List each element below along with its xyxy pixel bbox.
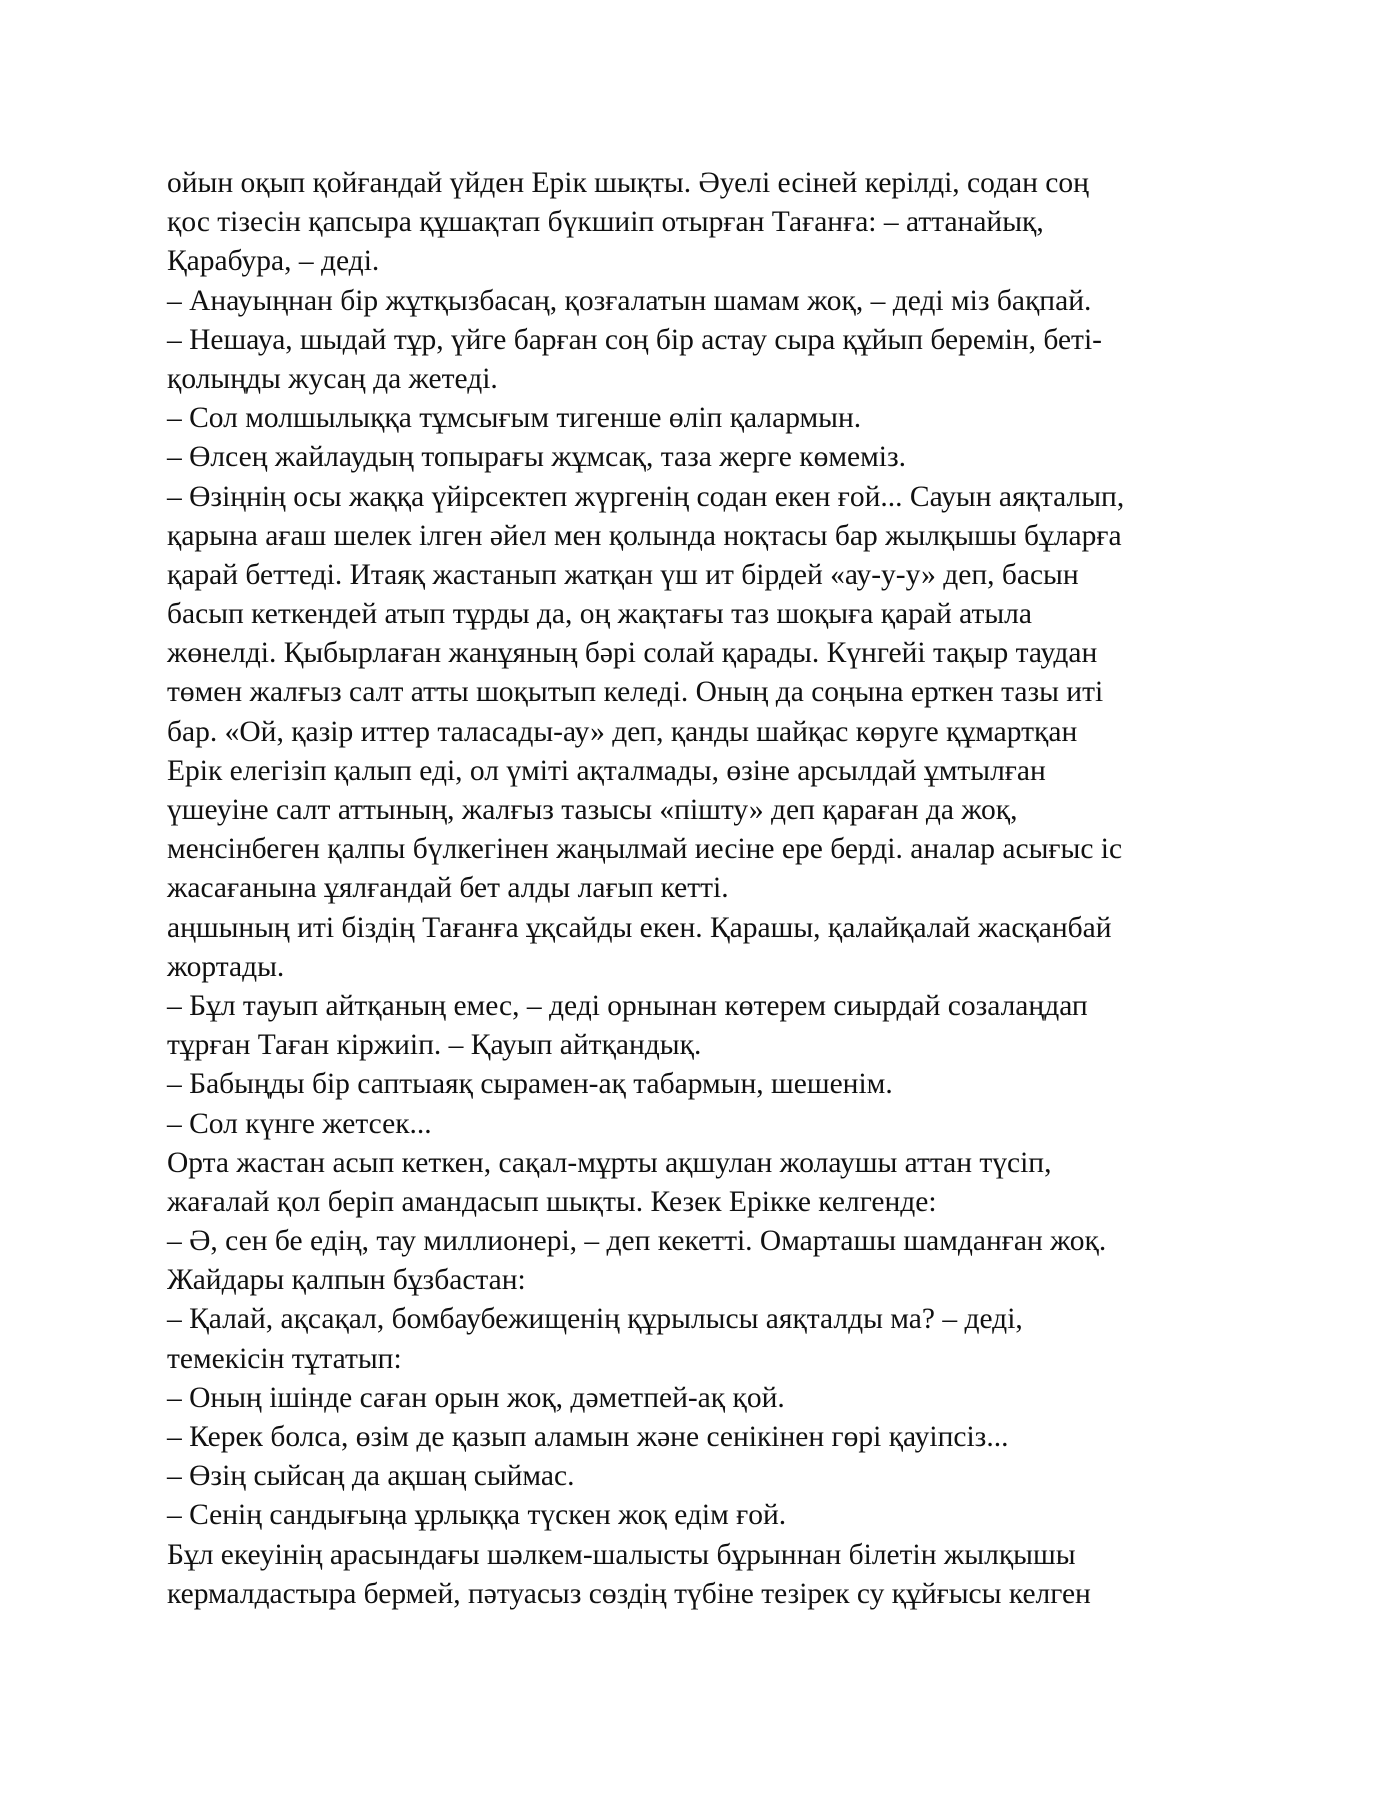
text-line: – Сенің сандығыңа ұрлыққа түскен жоқ едім ғой. (167, 1499, 787, 1532)
text-line: – Бұл тауып айтқаның емес, – деді орнынан көтерем сиырдай созалаңдап (167, 989, 1088, 1022)
text-line: басып кеткендей атып тұрды да, оң жақтағы таз шоқыға қарай атыла (167, 598, 1032, 631)
text-line: төмен жалғыз салт атты шоқытып келеді. Оның да соңына ерткен тазы иті (167, 676, 1104, 709)
text-line: – Сол күнге жетсек... (167, 1107, 432, 1140)
text-line: кермалдастыра бермей, пәтуасыз сөздің түбіне тезірек су құйғысы келген (167, 1577, 1091, 1610)
text-line: жортады. (167, 950, 285, 983)
body-text (167, 164, 1267, 1614)
text-line: – Өзіңнің осы жаққа үйірсектеп жүргенің содан екен ғой... Сауын аяқталып, (167, 480, 1125, 513)
text-line: жасағанына ұялғандай бет алды лағып кетті. (167, 872, 729, 905)
text-line: – Өлсең жайлаудың топырағы жұмсақ, таза жерге көмеміз. (167, 441, 906, 474)
text-line: Орта жастан асып кеткен, сақал-мұрты ақшулан жолаушы аттан түсіп, (167, 1146, 1052, 1179)
text-line: қолыңды жусаң да жетеді. (167, 362, 498, 395)
text-line: – Ә, сен бе едің, тау миллионері, – деп кекетті. Омарташы шамданған жоқ. (167, 1225, 1107, 1258)
text-line: – Сол молшылыққа тұмсығым тигенше өліп қалармын. (167, 402, 862, 435)
text-line: жөнелді. Қыбырлаған жанұяның бәрі солай қарады. Күнгейі тақыр таудан (167, 637, 1098, 670)
text-line: – Анауыңнан бір жұтқызбасаң, қозғалатын шамам жоқ, – деді міз бақпай. (167, 284, 1092, 317)
text-line: Жайдары қалпын бұзбастан: (167, 1264, 526, 1297)
text-line: Қарабура, – деді. (167, 245, 380, 278)
text-line: бар. «Ой, қазір иттер таласады-ау» деп, қанды шайқас көруге құмартқан (167, 715, 1078, 748)
text-line: Бұл екеуінің арасындағы шәлкем-шалысты бұрыннан білетін жылқышы (167, 1538, 1076, 1571)
text-line: аңшының иті біздің Тағанға ұқсайды екен. Қарашы, қалайқалай жасқанбай (167, 911, 1112, 944)
text-line: – Керек болса, өзім де қазып аламын және сенікінен гөрі қауіпсіз... (167, 1421, 1009, 1453)
text-line: тұрған Таған кіржиіп. – Қауып айтқандық. (167, 1029, 702, 1062)
text-line: қарына ағаш шелек ілген әйел мен қолында ноқтасы бар жылқышы бұларға (167, 519, 1122, 552)
text-line: жағалай қол беріп амандасып шықты. Кезек Ерікке келгенде: (167, 1185, 937, 1218)
text-line: менсінбеген қалпы бүлкегінен жаңылмай иесіне ере берді. аналар асығыс іс (167, 833, 1123, 866)
text-line: темекісін тұтатып: (167, 1342, 402, 1375)
text-line: – Қалай, ақсақал, бомбаубежищенің құрылысы аяқталды ма? – деді, (167, 1303, 1023, 1336)
text-line: ойын оқып қойғандай үйден Ерік шықты. Әуелі есіней керілді, содан соң (167, 167, 1089, 199)
text-line: – Оның ішінде саған орын жоқ, дәметпей-ақ қой. (167, 1381, 785, 1414)
text-line: үшеуіне салт аттының, жалғыз тазысы «пішту» деп қараған да жоқ, (167, 794, 1018, 826)
text-line: қос тізесін қапсыра құшақтап бүкшиіп отырған Тағанға: – аттанайық, (167, 206, 1044, 239)
text-line: – Бабыңды бір саптыаяқ сырамен-ақ табармын, шешенім. (167, 1068, 893, 1101)
text-line: қарай беттеді. Итаяқ жастанып жатқан үш ит бірдей «ау-у-у» деп, басын (167, 558, 1079, 591)
text-line: – Өзің сыйсаң да ақшаң сыймас. (167, 1460, 575, 1493)
text-line: Ерік елегізіп қалып еді, ол үміті ақталмады, өзіне арсылдай ұмтылған (167, 754, 1046, 787)
text-line: – Нешауа, шыдай тұр, үйге барған соң бір астау сыра құйып беремін, беті- (167, 323, 1102, 356)
